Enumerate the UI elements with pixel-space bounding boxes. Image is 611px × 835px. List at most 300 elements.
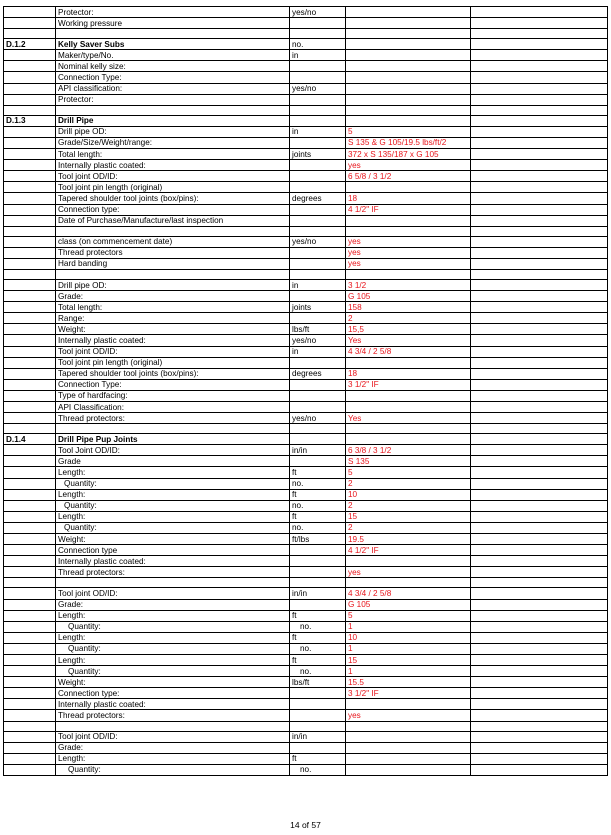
value-cell: 5: [346, 610, 471, 621]
value-cell: G 105: [346, 291, 471, 302]
remarks-cell: [471, 764, 608, 775]
item-label-cell: Tool joint OD/ID:: [56, 171, 290, 182]
section-number-cell: [4, 160, 56, 171]
value-cell: 5: [346, 126, 471, 137]
remarks-cell: [471, 456, 608, 467]
remarks-cell: [471, 115, 608, 126]
section-number-cell: [4, 489, 56, 500]
remarks-cell: [471, 279, 608, 290]
section-number-cell: [4, 753, 56, 764]
section-number-cell: [4, 50, 56, 61]
table-row: [4, 677, 608, 688]
remarks-cell: [471, 534, 608, 545]
section-number-cell: [4, 621, 56, 632]
table-row: [4, 61, 608, 72]
table-row: [4, 18, 608, 29]
item-label-cell: [56, 578, 290, 588]
section-number-cell: [4, 445, 56, 456]
item-label-cell: Grade:: [56, 599, 290, 610]
table-row: [4, 171, 608, 182]
section-number-cell: [4, 291, 56, 302]
table-row: [4, 688, 608, 699]
unit-cell: ft: [290, 467, 346, 478]
item-label-cell: Total length:: [56, 149, 290, 160]
remarks-cell: [471, 511, 608, 522]
unit-cell: no.: [290, 764, 346, 775]
table-row: [4, 556, 608, 567]
value-cell: yes: [346, 247, 471, 258]
remarks-cell: [471, 721, 608, 731]
section-number-cell: [4, 247, 56, 258]
value-cell: [346, 18, 471, 29]
item-label-cell: Length:: [56, 632, 290, 643]
remarks-cell: [471, 731, 608, 742]
table-row: [4, 764, 608, 775]
unit-cell: yes/no: [290, 413, 346, 424]
section-number-cell: [4, 302, 56, 313]
remarks-cell: [471, 258, 608, 269]
unit-cell: lbs/ft: [290, 677, 346, 688]
value-cell: [346, 105, 471, 115]
table-row: [4, 335, 608, 346]
section-number-cell: [4, 764, 56, 775]
remarks-cell: [471, 18, 608, 29]
section-header-row: [4, 115, 608, 126]
remarks-cell: [471, 72, 608, 83]
spec-table-body: [4, 7, 608, 776]
section-number-cell: D.1.2: [4, 39, 56, 50]
item-label-cell: API classification:: [56, 83, 290, 94]
unit-cell: in/in: [290, 731, 346, 742]
unit-cell: no.: [290, 39, 346, 50]
section-number-cell: [4, 18, 56, 29]
section-number-cell: [4, 688, 56, 699]
unit-cell: [290, 115, 346, 126]
remarks-cell: [471, 742, 608, 753]
unit-cell: [290, 710, 346, 721]
section-number-cell: [4, 335, 56, 346]
value-cell: [346, 742, 471, 753]
item-label-cell: Length:: [56, 654, 290, 665]
remarks-cell: [471, 434, 608, 445]
section-number-cell: [4, 368, 56, 379]
section-number-cell: [4, 137, 56, 148]
table-row: [4, 50, 608, 61]
value-cell: 6 5/8 / 3 1/2: [346, 171, 471, 182]
value-cell: [346, 61, 471, 72]
item-label-cell: Quantity:: [56, 522, 290, 533]
section-number-cell: D.1.4: [4, 434, 56, 445]
table-row: [4, 204, 608, 215]
value-cell: 4 3/4 / 2 5/8: [346, 346, 471, 357]
item-label-cell: Kelly Saver Subs: [56, 39, 290, 50]
unit-cell: [290, 137, 346, 148]
value-cell: 3 1/2: [346, 279, 471, 290]
section-number-cell: [4, 171, 56, 182]
item-label-cell: Drill Pipe Pup Joints: [56, 434, 290, 445]
unit-cell: [290, 424, 346, 434]
section-number-cell: [4, 578, 56, 588]
item-label-cell: Length:: [56, 467, 290, 478]
section-number-cell: [4, 467, 56, 478]
remarks-cell: [471, 467, 608, 478]
section-number-cell: [4, 236, 56, 247]
value-cell: S 135: [346, 456, 471, 467]
remarks-cell: [471, 677, 608, 688]
value-cell: [346, 390, 471, 401]
unit-cell: [290, 105, 346, 115]
value-cell: 10: [346, 632, 471, 643]
remarks-cell: [471, 291, 608, 302]
item-label-cell: Grade:: [56, 742, 290, 753]
remarks-cell: [471, 445, 608, 456]
value-cell: 2: [346, 478, 471, 489]
table-row: [4, 193, 608, 204]
section-number-cell: [4, 456, 56, 467]
section-number-cell: [4, 105, 56, 115]
remarks-cell: [471, 489, 608, 500]
unit-cell: ft: [290, 632, 346, 643]
table-row: [4, 467, 608, 478]
unit-cell: [290, 18, 346, 29]
remarks-cell: [471, 688, 608, 699]
section-number-cell: [4, 666, 56, 677]
table-row: [4, 621, 608, 632]
value-cell: yes: [346, 236, 471, 247]
value-cell: Yes: [346, 335, 471, 346]
value-cell: [346, 83, 471, 94]
item-label-cell: Quantity:: [56, 621, 290, 632]
value-cell: [346, 578, 471, 588]
table-row: [4, 390, 608, 401]
table-row: [4, 83, 608, 94]
table-row: [4, 643, 608, 654]
remarks-cell: [471, 632, 608, 643]
value-cell: 1: [346, 643, 471, 654]
item-label-cell: class (on commencement date): [56, 236, 290, 247]
section-number-cell: [4, 193, 56, 204]
unit-cell: [290, 721, 346, 731]
section-number-cell: [4, 556, 56, 567]
value-cell: yes: [346, 710, 471, 721]
table-row: [4, 610, 608, 621]
table-row: [4, 402, 608, 413]
table-row: [4, 279, 608, 290]
remarks-cell: [471, 643, 608, 654]
item-label-cell: Connection type: [56, 545, 290, 556]
value-cell: [346, 402, 471, 413]
remarks-cell: [471, 357, 608, 368]
unit-cell: yes/no: [290, 7, 346, 18]
table-row: [4, 578, 608, 588]
remarks-cell: [471, 126, 608, 137]
value-cell: 2: [346, 500, 471, 511]
table-row: [4, 445, 608, 456]
remarks-cell: [471, 335, 608, 346]
unit-cell: [290, 456, 346, 467]
unit-cell: [290, 556, 346, 567]
value-cell: 10: [346, 489, 471, 500]
section-number-cell: [4, 654, 56, 665]
remarks-cell: [471, 193, 608, 204]
item-label-cell: Protector:: [56, 7, 290, 18]
item-label-cell: Range:: [56, 313, 290, 324]
table-row: [4, 379, 608, 390]
item-label-cell: Grade/Size/Weight/range:: [56, 137, 290, 148]
section-number-cell: [4, 357, 56, 368]
section-number-cell: [4, 7, 56, 18]
value-cell: 15.5: [346, 677, 471, 688]
item-label-cell: Tool joint OD/ID:: [56, 346, 290, 357]
item-label-cell: Connection type:: [56, 204, 290, 215]
unit-cell: yes/no: [290, 83, 346, 94]
table-row: [4, 291, 608, 302]
table-row: [4, 742, 608, 753]
unit-cell: ft: [290, 610, 346, 621]
table-row: [4, 182, 608, 193]
item-label-cell: Weight:: [56, 324, 290, 335]
unit-cell: in: [290, 279, 346, 290]
unit-cell: [290, 567, 346, 578]
value-cell: 3 1/2" IF: [346, 688, 471, 699]
remarks-cell: [471, 390, 608, 401]
value-cell: [346, 424, 471, 434]
value-cell: [346, 50, 471, 61]
value-cell: [346, 357, 471, 368]
table-row: [4, 72, 608, 83]
item-label-cell: Nominal kelly size:: [56, 61, 290, 72]
remarks-cell: [471, 621, 608, 632]
section-number-cell: [4, 279, 56, 290]
unit-cell: [290, 390, 346, 401]
item-label-cell: Tool joint pin length (original): [56, 357, 290, 368]
section-number-cell: [4, 424, 56, 434]
item-label-cell: Quantity:: [56, 478, 290, 489]
value-cell: [346, 29, 471, 39]
value-cell: 1: [346, 666, 471, 677]
unit-cell: [290, 699, 346, 710]
item-label-cell: [56, 105, 290, 115]
item-label-cell: [56, 226, 290, 236]
item-label-cell: Date of Purchase/Manufacture/last inspection: [56, 215, 290, 226]
unit-cell: [290, 357, 346, 368]
item-label-cell: Type of hardfacing:: [56, 390, 290, 401]
value-cell: [346, 7, 471, 18]
item-label-cell: Tool joint OD/ID:: [56, 731, 290, 742]
table-row: [4, 302, 608, 313]
remarks-cell: [471, 149, 608, 160]
unit-cell: no.: [290, 643, 346, 654]
remarks-cell: [471, 269, 608, 279]
remarks-cell: [471, 500, 608, 511]
table-row: [4, 215, 608, 226]
table-row: [4, 413, 608, 424]
unit-cell: yes/no: [290, 236, 346, 247]
value-cell: [346, 556, 471, 567]
remarks-cell: [471, 236, 608, 247]
unit-cell: [290, 742, 346, 753]
unit-cell: ft: [290, 489, 346, 500]
section-number-cell: [4, 29, 56, 39]
value-cell: 4 1/2" IF: [346, 204, 471, 215]
section-number-cell: [4, 677, 56, 688]
table-row: [4, 346, 608, 357]
table-row: [4, 710, 608, 721]
unit-cell: [290, 545, 346, 556]
value-cell: yes: [346, 258, 471, 269]
section-number-cell: [4, 402, 56, 413]
remarks-cell: [471, 478, 608, 489]
unit-cell: in: [290, 50, 346, 61]
value-cell: [346, 72, 471, 83]
remarks-cell: [471, 710, 608, 721]
section-number-cell: [4, 643, 56, 654]
section-number-cell: [4, 149, 56, 160]
item-label-cell: Internally plastic coated:: [56, 699, 290, 710]
remarks-cell: [471, 556, 608, 567]
table-row: [4, 456, 608, 467]
unit-cell: [290, 313, 346, 324]
remarks-cell: [471, 204, 608, 215]
remarks-cell: [471, 313, 608, 324]
value-cell: 18: [346, 368, 471, 379]
table-row: [4, 511, 608, 522]
remarks-cell: [471, 424, 608, 434]
unit-cell: ft: [290, 511, 346, 522]
value-cell: 6 3/8 / 3 1/2: [346, 445, 471, 456]
item-label-cell: Thread protectors:: [56, 567, 290, 578]
unit-cell: no.: [290, 522, 346, 533]
section-number-cell: [4, 545, 56, 556]
item-label-cell: Tapered shoulder tool joints (box/pins):: [56, 193, 290, 204]
unit-cell: no.: [290, 621, 346, 632]
remarks-cell: [471, 29, 608, 39]
unit-cell: ft: [290, 753, 346, 764]
item-label-cell: [56, 424, 290, 434]
unit-cell: [290, 599, 346, 610]
value-cell: [346, 94, 471, 105]
section-number-cell: [4, 215, 56, 226]
table-row: [4, 7, 608, 18]
section-number-cell: [4, 204, 56, 215]
item-label-cell: Length:: [56, 753, 290, 764]
remarks-cell: [471, 302, 608, 313]
remarks-cell: [471, 39, 608, 50]
unit-cell: [290, 258, 346, 269]
section-header-row: [4, 39, 608, 50]
item-label-cell: Weight:: [56, 677, 290, 688]
unit-cell: [290, 247, 346, 258]
item-label-cell: Connection type:: [56, 688, 290, 699]
section-number-cell: [4, 699, 56, 710]
remarks-cell: [471, 753, 608, 764]
section-number-cell: [4, 721, 56, 731]
value-cell: [346, 731, 471, 742]
table-row: [4, 149, 608, 160]
unit-cell: degrees: [290, 368, 346, 379]
unit-cell: [290, 269, 346, 279]
value-cell: 15,5: [346, 324, 471, 335]
value-cell: G 105: [346, 599, 471, 610]
item-label-cell: Hard banding: [56, 258, 290, 269]
unit-cell: no.: [290, 500, 346, 511]
table-row: [4, 699, 608, 710]
unit-cell: joints: [290, 149, 346, 160]
item-label-cell: Grade: [56, 456, 290, 467]
item-label-cell: Internally plastic coated:: [56, 556, 290, 567]
unit-cell: no.: [290, 666, 346, 677]
item-label-cell: Total length:: [56, 302, 290, 313]
section-number-cell: [4, 710, 56, 721]
value-cell: 5: [346, 467, 471, 478]
unit-cell: [290, 204, 346, 215]
equipment-spec-table: [3, 6, 608, 776]
item-label-cell: Tool joint pin length (original): [56, 182, 290, 193]
remarks-cell: [471, 379, 608, 390]
unit-cell: [290, 379, 346, 390]
section-number-cell: [4, 72, 56, 83]
item-label-cell: Working pressure: [56, 18, 290, 29]
value-cell: [346, 115, 471, 126]
remarks-cell: [471, 83, 608, 94]
table-row: [4, 753, 608, 764]
item-label-cell: Weight:: [56, 534, 290, 545]
table-row: [4, 357, 608, 368]
value-cell: [346, 182, 471, 193]
unit-cell: [290, 215, 346, 226]
section-number-cell: [4, 742, 56, 753]
remarks-cell: [471, 567, 608, 578]
unit-cell: [290, 434, 346, 445]
table-row: [4, 258, 608, 269]
section-number-cell: [4, 478, 56, 489]
section-number-cell: [4, 500, 56, 511]
remarks-cell: [471, 522, 608, 533]
unit-cell: in: [290, 126, 346, 137]
remarks-cell: [471, 599, 608, 610]
unit-cell: [290, 578, 346, 588]
table-row: [4, 522, 608, 533]
table-row: [4, 269, 608, 279]
value-cell: [346, 39, 471, 50]
unit-cell: [290, 226, 346, 236]
section-number-cell: [4, 83, 56, 94]
table-row: [4, 29, 608, 39]
remarks-cell: [471, 699, 608, 710]
section-number-cell: [4, 522, 56, 533]
remarks-cell: [471, 402, 608, 413]
section-number-cell: [4, 346, 56, 357]
remarks-cell: [471, 226, 608, 236]
table-row: [4, 721, 608, 731]
remarks-cell: [471, 171, 608, 182]
unit-cell: [290, 688, 346, 699]
table-row: [4, 534, 608, 545]
section-number-cell: [4, 324, 56, 335]
item-label-cell: Length:: [56, 489, 290, 500]
value-cell: 1: [346, 621, 471, 632]
table-row: [4, 324, 608, 335]
value-cell: [346, 753, 471, 764]
value-cell: [346, 269, 471, 279]
table-row: [4, 424, 608, 434]
table-row: [4, 545, 608, 556]
value-cell: yes: [346, 567, 471, 578]
value-cell: 2: [346, 522, 471, 533]
value-cell: [346, 721, 471, 731]
section-number-cell: D.1.3: [4, 115, 56, 126]
unit-cell: degrees: [290, 193, 346, 204]
